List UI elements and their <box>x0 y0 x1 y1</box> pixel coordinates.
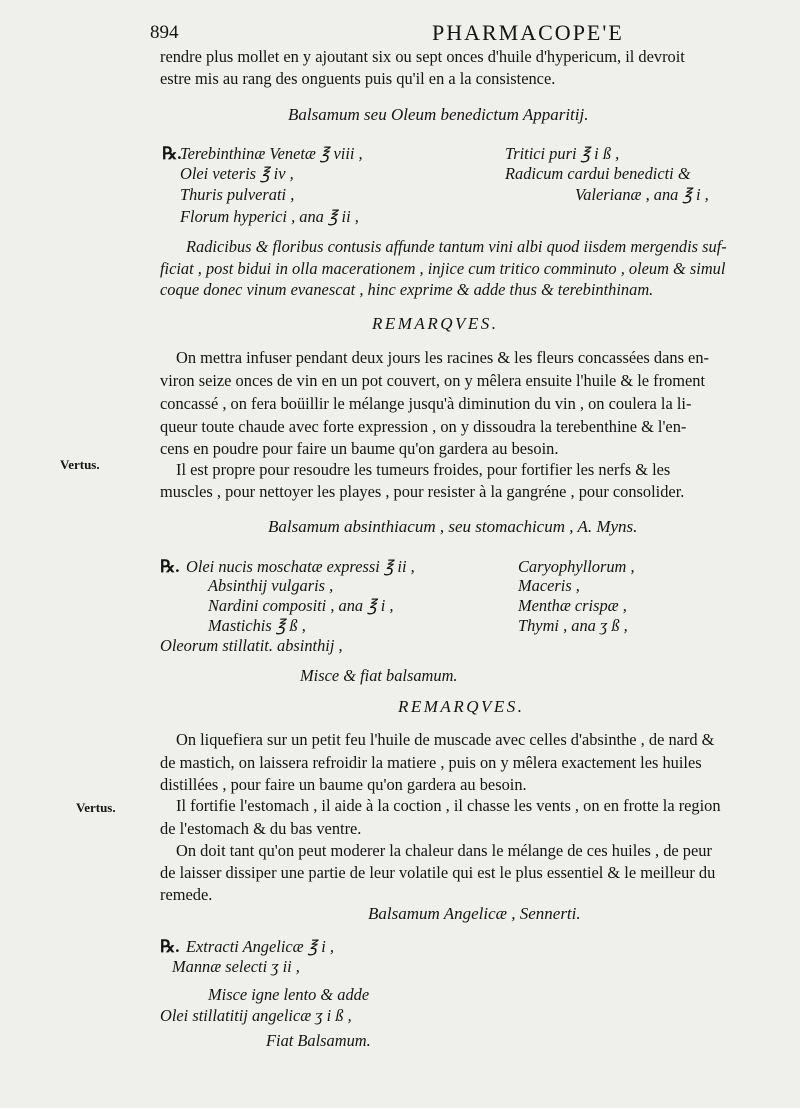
ingredient: Nardini compositi , ana ℥ i , <box>208 596 394 615</box>
ingredient: Olei veteris ℥ iv , <box>180 164 294 183</box>
recipe-symbol: ℞. <box>160 937 180 956</box>
text-line: viron seize onces de vin en un pot couvert, on y mêlera ensuite l'huile & le froment <box>160 371 706 390</box>
text-line: de laisser dissiper une partie de leur volatile qui est le plus essentiel & le meilleur du <box>160 863 716 882</box>
recipe-symbol: ℞. <box>160 557 180 576</box>
ingredient: Florum hyperici , ana ℥ ii , <box>180 207 359 226</box>
running-title: PHARMACOPE'E <box>432 20 624 45</box>
recipe-title: Balsamum absinthiacum , seu stomachicum , A. Myns. <box>268 517 638 536</box>
ingredient: Mannæ selecti ʒ ii , <box>172 957 300 976</box>
text-line: On liquefiera sur un petit feu l'huile de muscade avec celles d'absinthe , de nard & <box>176 730 715 749</box>
ingredient: Oleorum stillatit. absinthij , <box>160 636 343 655</box>
text-line: concassé , on fera boüillir le mélange jusqu'à diminution du vin , on coulera la li- <box>160 394 692 413</box>
ingredient: Absinthij vulgaris , <box>208 576 334 595</box>
ingredient: Maceris , <box>518 576 580 595</box>
ingredient: Thuris pulverati , <box>180 185 295 204</box>
recipe-symbol: ℞. <box>162 144 182 163</box>
ingredient: Valerianæ , ana ℥ i , <box>575 185 709 204</box>
text-line: estre mis au rang des onguents puis qu'il en a la consistence. <box>160 69 556 88</box>
recipe-title: Balsamum seu Oleum benedictum Apparitij. <box>288 105 589 124</box>
directions-line: coque donec vinum evanescat , hinc exprime & adde thus & terebinthinam. <box>160 280 654 299</box>
remarques-heading: REMARQVES. <box>372 314 499 333</box>
text-line: Il fortifie l'estomach , il aide à la coction , il chasse les vents , on en frotte la region <box>176 796 721 815</box>
text-line: remede. <box>160 885 213 904</box>
text-line: Il est propre pour resoudre les tumeurs froides, pour fortifier les nerfs & les <box>176 460 671 479</box>
ingredient: Menthæ crispæ , <box>518 596 627 615</box>
text-line: rendre plus mollet en y ajoutant six ou sept onces d'huile d'hypericum, il devroit <box>160 47 685 66</box>
text-line: On mettra infuser pendant deux jours les racines & les fleurs concassées dans en- <box>176 348 709 367</box>
ingredient: Thymi , ana ʒ ß , <box>518 616 628 635</box>
margin-note-vertus: Vertus. <box>60 457 100 472</box>
text-line: On doit tant qu'on peut moderer la chaleur dans le mélange de ces huiles , de peur <box>176 841 712 860</box>
text-line: distillées , pour faire un baume qu'on gardera au besoin. <box>160 775 527 794</box>
ingredient: Radicum cardui benedicti & <box>505 164 691 183</box>
directions-line: Fiat Balsamum. <box>266 1031 371 1050</box>
text-line: muscles , pour nettoyer les playes , pour resister à la gangréne , pour consolider. <box>160 482 685 501</box>
directions-line: Radicibus & floribus contusis affunde tantum vini albi quod iisdem mergendis suf- <box>186 237 727 256</box>
ingredient: Olei stillatitij angelicæ ʒ i ß , <box>160 1006 352 1025</box>
ingredient: Caryophyllorum , <box>518 557 635 576</box>
show-through-texture <box>180 92 184 108</box>
text-line: queur toute chaude avec forte expression , on y dissoudra la terebenthine & l'en- <box>160 417 687 436</box>
page-number: 894 <box>150 22 179 43</box>
remarques-heading: REMARQVES. <box>398 697 525 716</box>
ingredient: Tritici puri ℥ i ß , <box>505 144 620 163</box>
text-line: de mastich, on laissera refroidir la matiere , puis on y mêlera exactement les huiles <box>160 753 702 772</box>
ingredient: Terebinthinæ Venetæ ℥ viii , <box>180 144 363 163</box>
recipe-title: Balsamum Angelicæ , Sennerti. <box>368 904 581 923</box>
directions-line: Misce igne lento & adde <box>208 985 370 1004</box>
ingredient: Mastichis ℥ ß , <box>208 616 306 635</box>
directions-line: ficiat , post bidui in olla macerationem , injice cum tritico comminuto , oleum & simul <box>160 259 726 278</box>
text-line: cens en poudre pour faire un baume qu'on gardera au besoin. <box>160 439 559 458</box>
running-head <box>150 20 790 46</box>
directions-line: Misce & fiat balsamum. <box>300 666 458 685</box>
ingredient: Olei nucis moschatæ expressi ℥ ii , <box>186 557 415 576</box>
margin-note-vertus: Vertus. <box>76 800 116 815</box>
ingredient: Extracti Angelicæ ℥ i , <box>186 937 335 956</box>
text-line: de l'estomach & du bas ventre. <box>160 819 362 838</box>
